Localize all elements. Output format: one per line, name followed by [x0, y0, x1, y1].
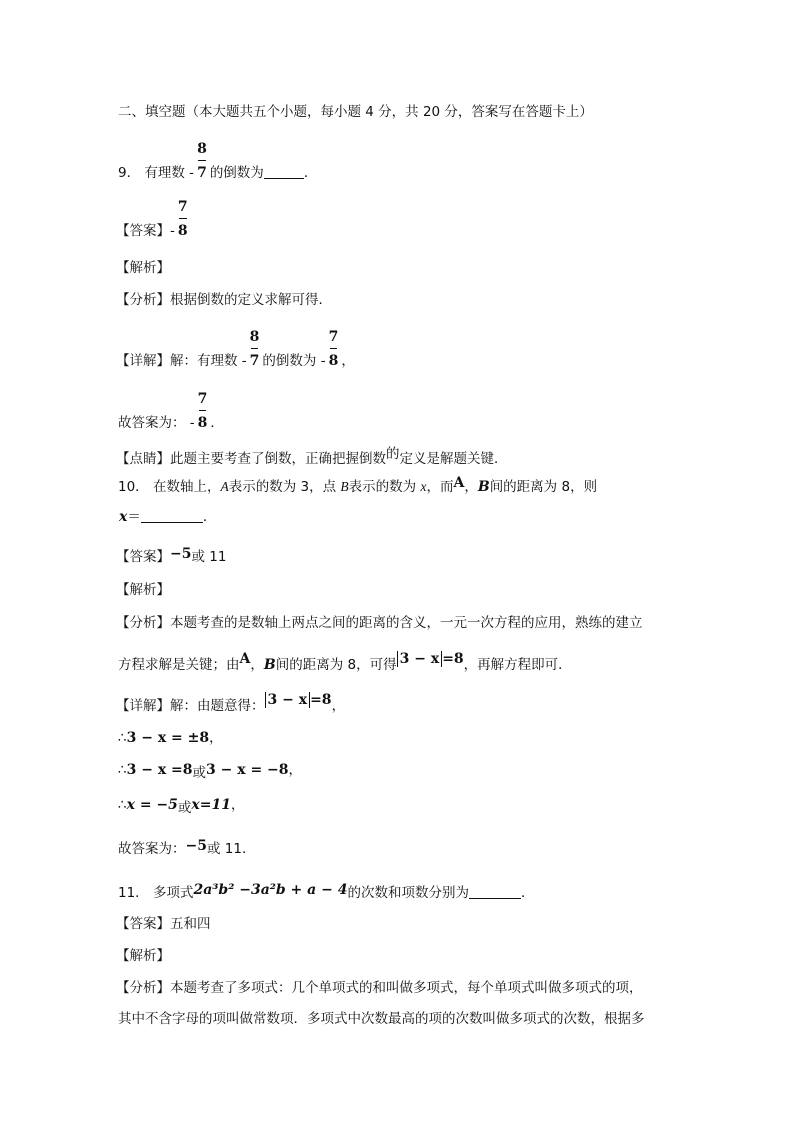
q9-jiexi: 【解析】: [116, 260, 170, 276]
therefore-symbol: ∴: [118, 762, 127, 778]
text: 或 11: [191, 549, 227, 565]
var: B: [263, 657, 276, 673]
q10-question: [118, 475, 598, 496]
math: 3 − x = −8: [206, 762, 289, 778]
text: ．: [520, 885, 535, 901]
var: B: [477, 479, 490, 495]
answer-label: 【答案】: [116, 916, 170, 932]
text: 间的距离为 8，可得: [275, 657, 397, 673]
answer-blank: [141, 508, 203, 523]
text: 的: [386, 446, 400, 462]
text: 本题考查的是数轴上两点之间的距离的含义，一元一次方程的应用，熟练的建立: [170, 615, 643, 631]
fraction: [177, 199, 188, 240]
q10-fenxi-2: [118, 651, 572, 674]
math: x=11: [191, 797, 231, 813]
text: ．: [210, 415, 224, 431]
q10-final: [118, 840, 255, 858]
text: 定义是解题关键．: [399, 451, 508, 467]
text: 多项式: [152, 885, 194, 901]
text: 故答案为： -: [118, 415, 195, 431]
q9-final: [118, 391, 224, 432]
q11-fenxi-2: 其中不含字母的项叫做常数项．多项式中次数最高的项的次数叫做多项式的次数，根据多: [118, 1011, 645, 1027]
var: B: [340, 479, 349, 494]
sign: -: [170, 223, 175, 239]
math: 2a³b² −3a²b + a − 4: [193, 882, 348, 898]
math: 3 − x: [397, 651, 443, 667]
therefore-symbol: ∴: [118, 730, 127, 746]
q9-text: 有理数 -: [144, 165, 195, 181]
text: ，而: [426, 479, 454, 495]
text: 此题主要考查了倒数，正确把握倒数: [170, 451, 386, 467]
denominator: 8: [328, 353, 339, 369]
var: A: [453, 475, 465, 491]
q11-number: 11．: [118, 885, 149, 901]
q11-question: [118, 884, 534, 902]
text: 解：有理数 -: [170, 353, 247, 369]
answer-label: 【答案】: [116, 223, 170, 239]
label: 【分析】: [116, 980, 170, 996]
numerator: 7: [177, 199, 188, 215]
q10-step2: [118, 761, 302, 779]
text: 表示的数为 3，点: [228, 479, 337, 495]
text: 故答案为：: [118, 841, 186, 857]
math: x = −5: [126, 797, 178, 813]
fraction-bar: [330, 348, 338, 349]
math: =8: [442, 651, 464, 667]
var: x: [119, 509, 128, 525]
q9-answer: [116, 199, 191, 240]
label: 【分析】: [116, 615, 170, 631]
denominator: 7: [197, 165, 207, 181]
fraction: [197, 391, 208, 432]
var: A: [239, 651, 251, 667]
math: 3 − x: [265, 692, 311, 708]
q10-answer: [116, 548, 226, 566]
answer-label: 【答案】: [116, 549, 170, 565]
var: x: [420, 479, 427, 494]
text: ，: [209, 730, 223, 746]
label: 【详解】: [116, 698, 170, 714]
q10-step3: [118, 796, 244, 814]
text: ，: [341, 353, 355, 369]
text: 的倒数为 -: [262, 353, 326, 369]
q11-answer: [116, 915, 211, 933]
section-title: 二、填空题（本大题共五个小题，每小题 4 分，共 20 分，答案写在答题卡上）: [118, 104, 593, 120]
denominator: 7: [249, 353, 260, 369]
text: 表示的数为: [348, 479, 417, 495]
q10-xiangjie: [116, 692, 346, 715]
numerator: 8: [249, 329, 260, 345]
therefore-symbol: ∴: [118, 797, 127, 813]
q9-end: ．: [303, 165, 318, 181]
fraction: [328, 329, 339, 370]
q9-fenxi: [116, 291, 332, 309]
q9-xiangjie: [116, 329, 355, 370]
text: 间的距离为 8，则: [489, 479, 598, 495]
q10-step1: [118, 729, 223, 747]
numerator: 7: [197, 391, 208, 407]
text: ，: [230, 797, 245, 813]
text: 方程求解是关键；由: [118, 657, 240, 673]
fraction: [249, 329, 260, 370]
denominator: 8: [197, 415, 208, 431]
q10-number: 10．: [118, 479, 149, 495]
answer: 五和四: [170, 916, 211, 932]
fraction-bar: [198, 160, 206, 161]
text: 或: [192, 765, 207, 781]
q10-fenxi-1: [116, 614, 643, 632]
var: A: [220, 479, 229, 494]
text: 在数轴上，: [152, 479, 221, 495]
fraction: [197, 141, 207, 182]
q9-number: 9．: [118, 165, 141, 181]
fraction-bar: [199, 410, 207, 411]
text: 本题考查了多项式：几个单项式的和叫做多项式，每个单项式叫做多项式的项，: [170, 980, 643, 996]
answer-blank: [264, 164, 304, 179]
label: 【点睛】: [116, 451, 170, 467]
text: 的次数和项数分别为: [347, 885, 469, 901]
label: 【分析】: [116, 292, 170, 308]
math: 3 − x = ±8: [126, 730, 210, 746]
q11-fenxi-1: [116, 979, 643, 997]
text: ，: [288, 762, 303, 778]
text: ，再解方程即可．: [463, 657, 572, 673]
answer-blank: [469, 884, 521, 899]
text: 或: [177, 800, 192, 816]
text: ，: [250, 657, 264, 673]
q9-question: [118, 141, 318, 182]
denominator: 8: [177, 223, 188, 239]
text: ＝: [127, 509, 141, 525]
q10-jiexi: 【解析】: [116, 582, 170, 598]
text: 或 11．: [206, 841, 256, 857]
text: ，: [464, 479, 478, 495]
fraction-bar: [179, 218, 187, 219]
numerator: 7: [328, 329, 339, 345]
q9-dianjing: [116, 446, 508, 468]
text: ，: [331, 698, 346, 714]
label: 【详解】: [116, 353, 170, 369]
text: 根据倒数的定义求解可得．: [170, 292, 332, 308]
math: −5: [185, 838, 207, 854]
math: −5: [170, 546, 192, 562]
q10-line2: [119, 508, 216, 526]
numerator: 8: [197, 141, 207, 157]
q9-text: 的倒数为: [209, 165, 264, 181]
text: ．: [202, 509, 217, 525]
text: 解：由题意得：: [170, 698, 265, 714]
fraction-bar: [251, 348, 259, 349]
math: 3 − x =8: [126, 762, 193, 778]
q11-jiexi: 【解析】: [116, 948, 170, 964]
math: =8: [310, 692, 332, 708]
